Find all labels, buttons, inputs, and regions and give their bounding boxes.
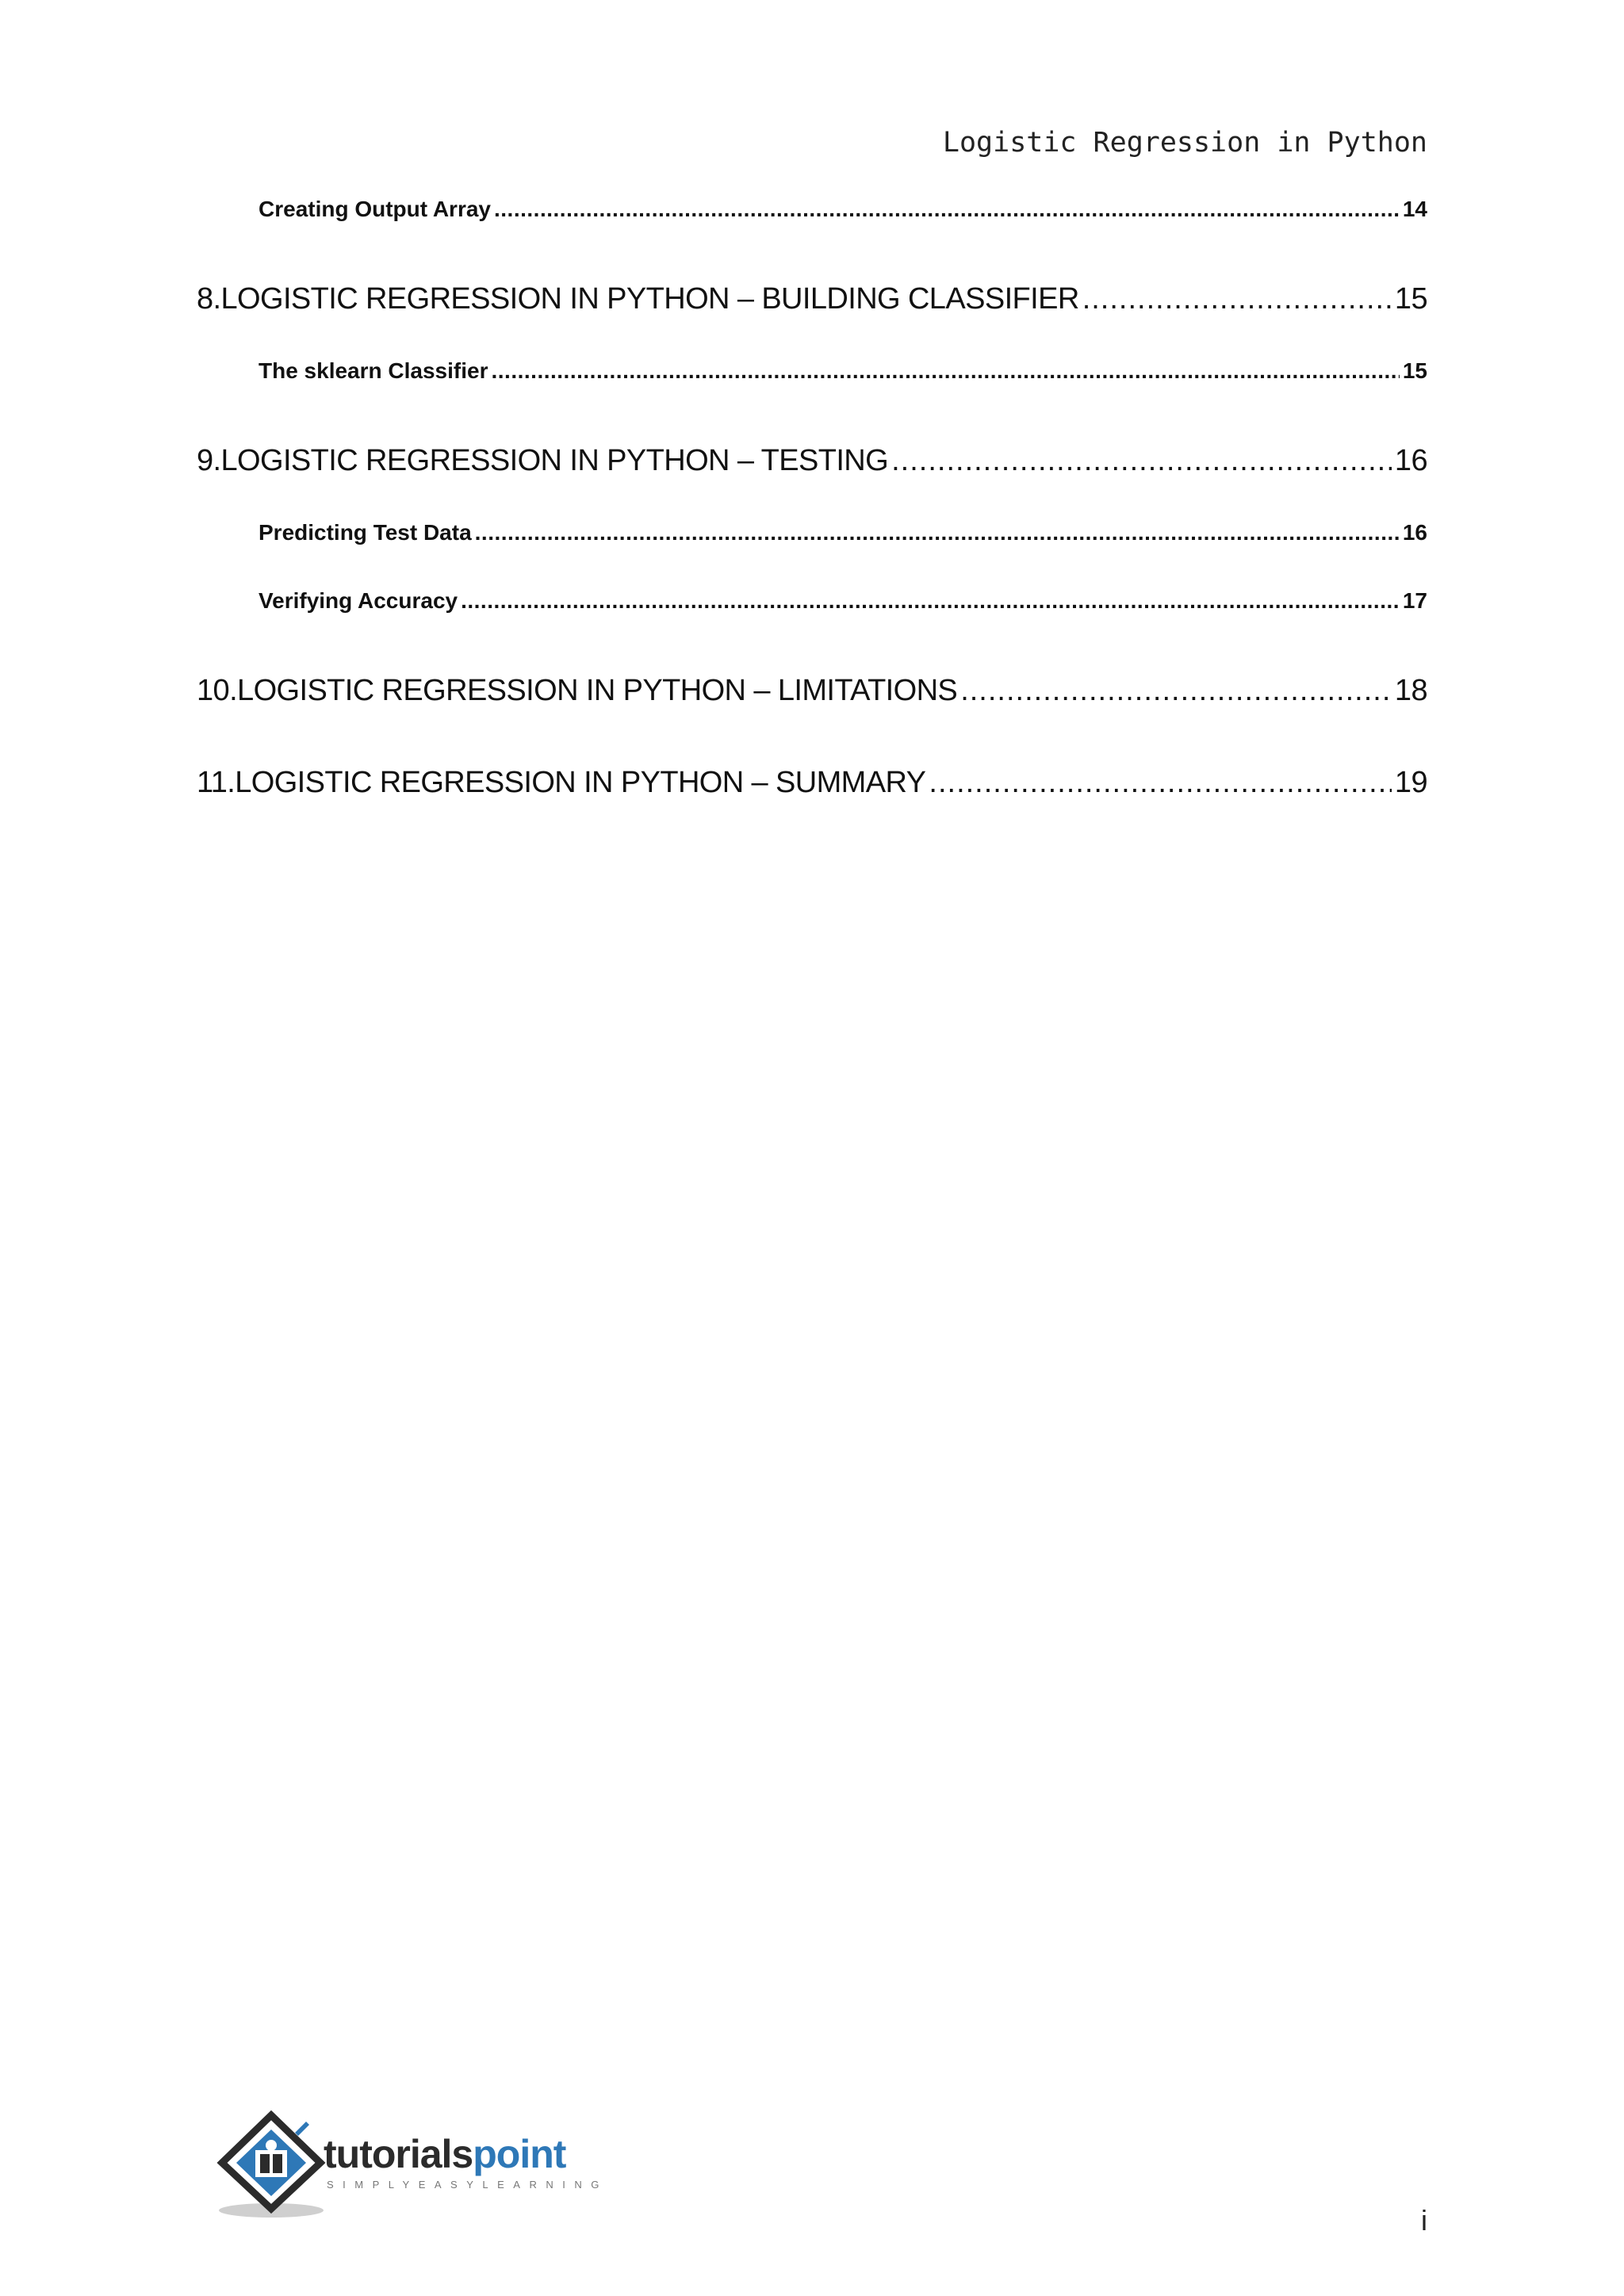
toc-chapter-number: 9. <box>197 444 221 477</box>
toc-entry-title: LOGISTIC REGRESSION IN PYTHON – BUILDING CLASSIFIER <box>220 282 1079 316</box>
toc-entry-sklearn-classifier[interactable] <box>197 358 1427 384</box>
toc-entry-page: 15 <box>1402 358 1427 383</box>
toc-entry-title: LOGISTIC REGRESSION IN PYTHON – TESTING <box>220 444 889 477</box>
toc-entry-page: 18 <box>1394 674 1427 707</box>
page-number: i <box>1421 2204 1427 2237</box>
toc-leader-dots <box>494 197 1400 222</box>
toc-entry-page: 15 <box>1394 282 1427 316</box>
toc-chapter-8[interactable] <box>197 282 1427 316</box>
toc-chapter-11[interactable] <box>197 766 1427 800</box>
toc-leader-dots <box>461 588 1400 614</box>
toc-entry-title: The sklearn Classifier <box>259 358 488 383</box>
logo-word-tutorials: tutorials <box>324 2132 473 2176</box>
toc-entry-page: 16 <box>1402 520 1427 545</box>
toc-entry-page: 16 <box>1394 444 1427 477</box>
toc-leader-dots <box>929 766 1392 800</box>
toc-entry-title: LOGISTIC REGRESSION IN PYTHON – LIMITATIONS <box>237 674 958 707</box>
logo-wordmark <box>324 2131 565 2177</box>
toc-entry-page: 19 <box>1394 766 1427 799</box>
tutorialspoint-logo <box>214 2109 608 2228</box>
toc-leader-dots <box>960 674 1392 708</box>
toc-chapter-number: 11. <box>197 766 236 799</box>
toc-entry-page: 17 <box>1402 588 1427 613</box>
running-header: Logistic Regression in Python <box>942 127 1427 159</box>
toc-entry-page: 14 <box>1402 197 1427 221</box>
toc-chapter-number: 8. <box>197 282 221 316</box>
toc-leader-dots <box>891 444 1392 478</box>
toc-entry-predicting-test-data[interactable] <box>197 520 1427 545</box>
toc-entry-title: Predicting Test Data <box>259 520 472 545</box>
logo-word-point: point <box>473 2132 566 2176</box>
toc-entry-title: LOGISTIC REGRESSION IN PYTHON – SUMMARY <box>235 766 926 799</box>
toc-leader-dots <box>1082 282 1392 316</box>
toc-leader-dots <box>475 520 1400 545</box>
toc-chapter-10[interactable] <box>197 674 1427 708</box>
logo-tagline: SIMPLYEASYLEARNING <box>327 2179 608 2191</box>
toc-entry-verifying-accuracy[interactable] <box>197 588 1427 614</box>
toc-entry-title: Creating Output Array <box>259 197 491 221</box>
logo-diamond-icon <box>214 2109 333 2228</box>
toc-chapter-number: 10. <box>197 674 238 707</box>
toc-chapter-9[interactable] <box>197 444 1427 478</box>
toc-leader-dots <box>491 358 1399 384</box>
toc-entry-creating-output-array[interactable] <box>197 197 1427 222</box>
toc-entry-title: Verifying Accuracy <box>259 588 458 613</box>
